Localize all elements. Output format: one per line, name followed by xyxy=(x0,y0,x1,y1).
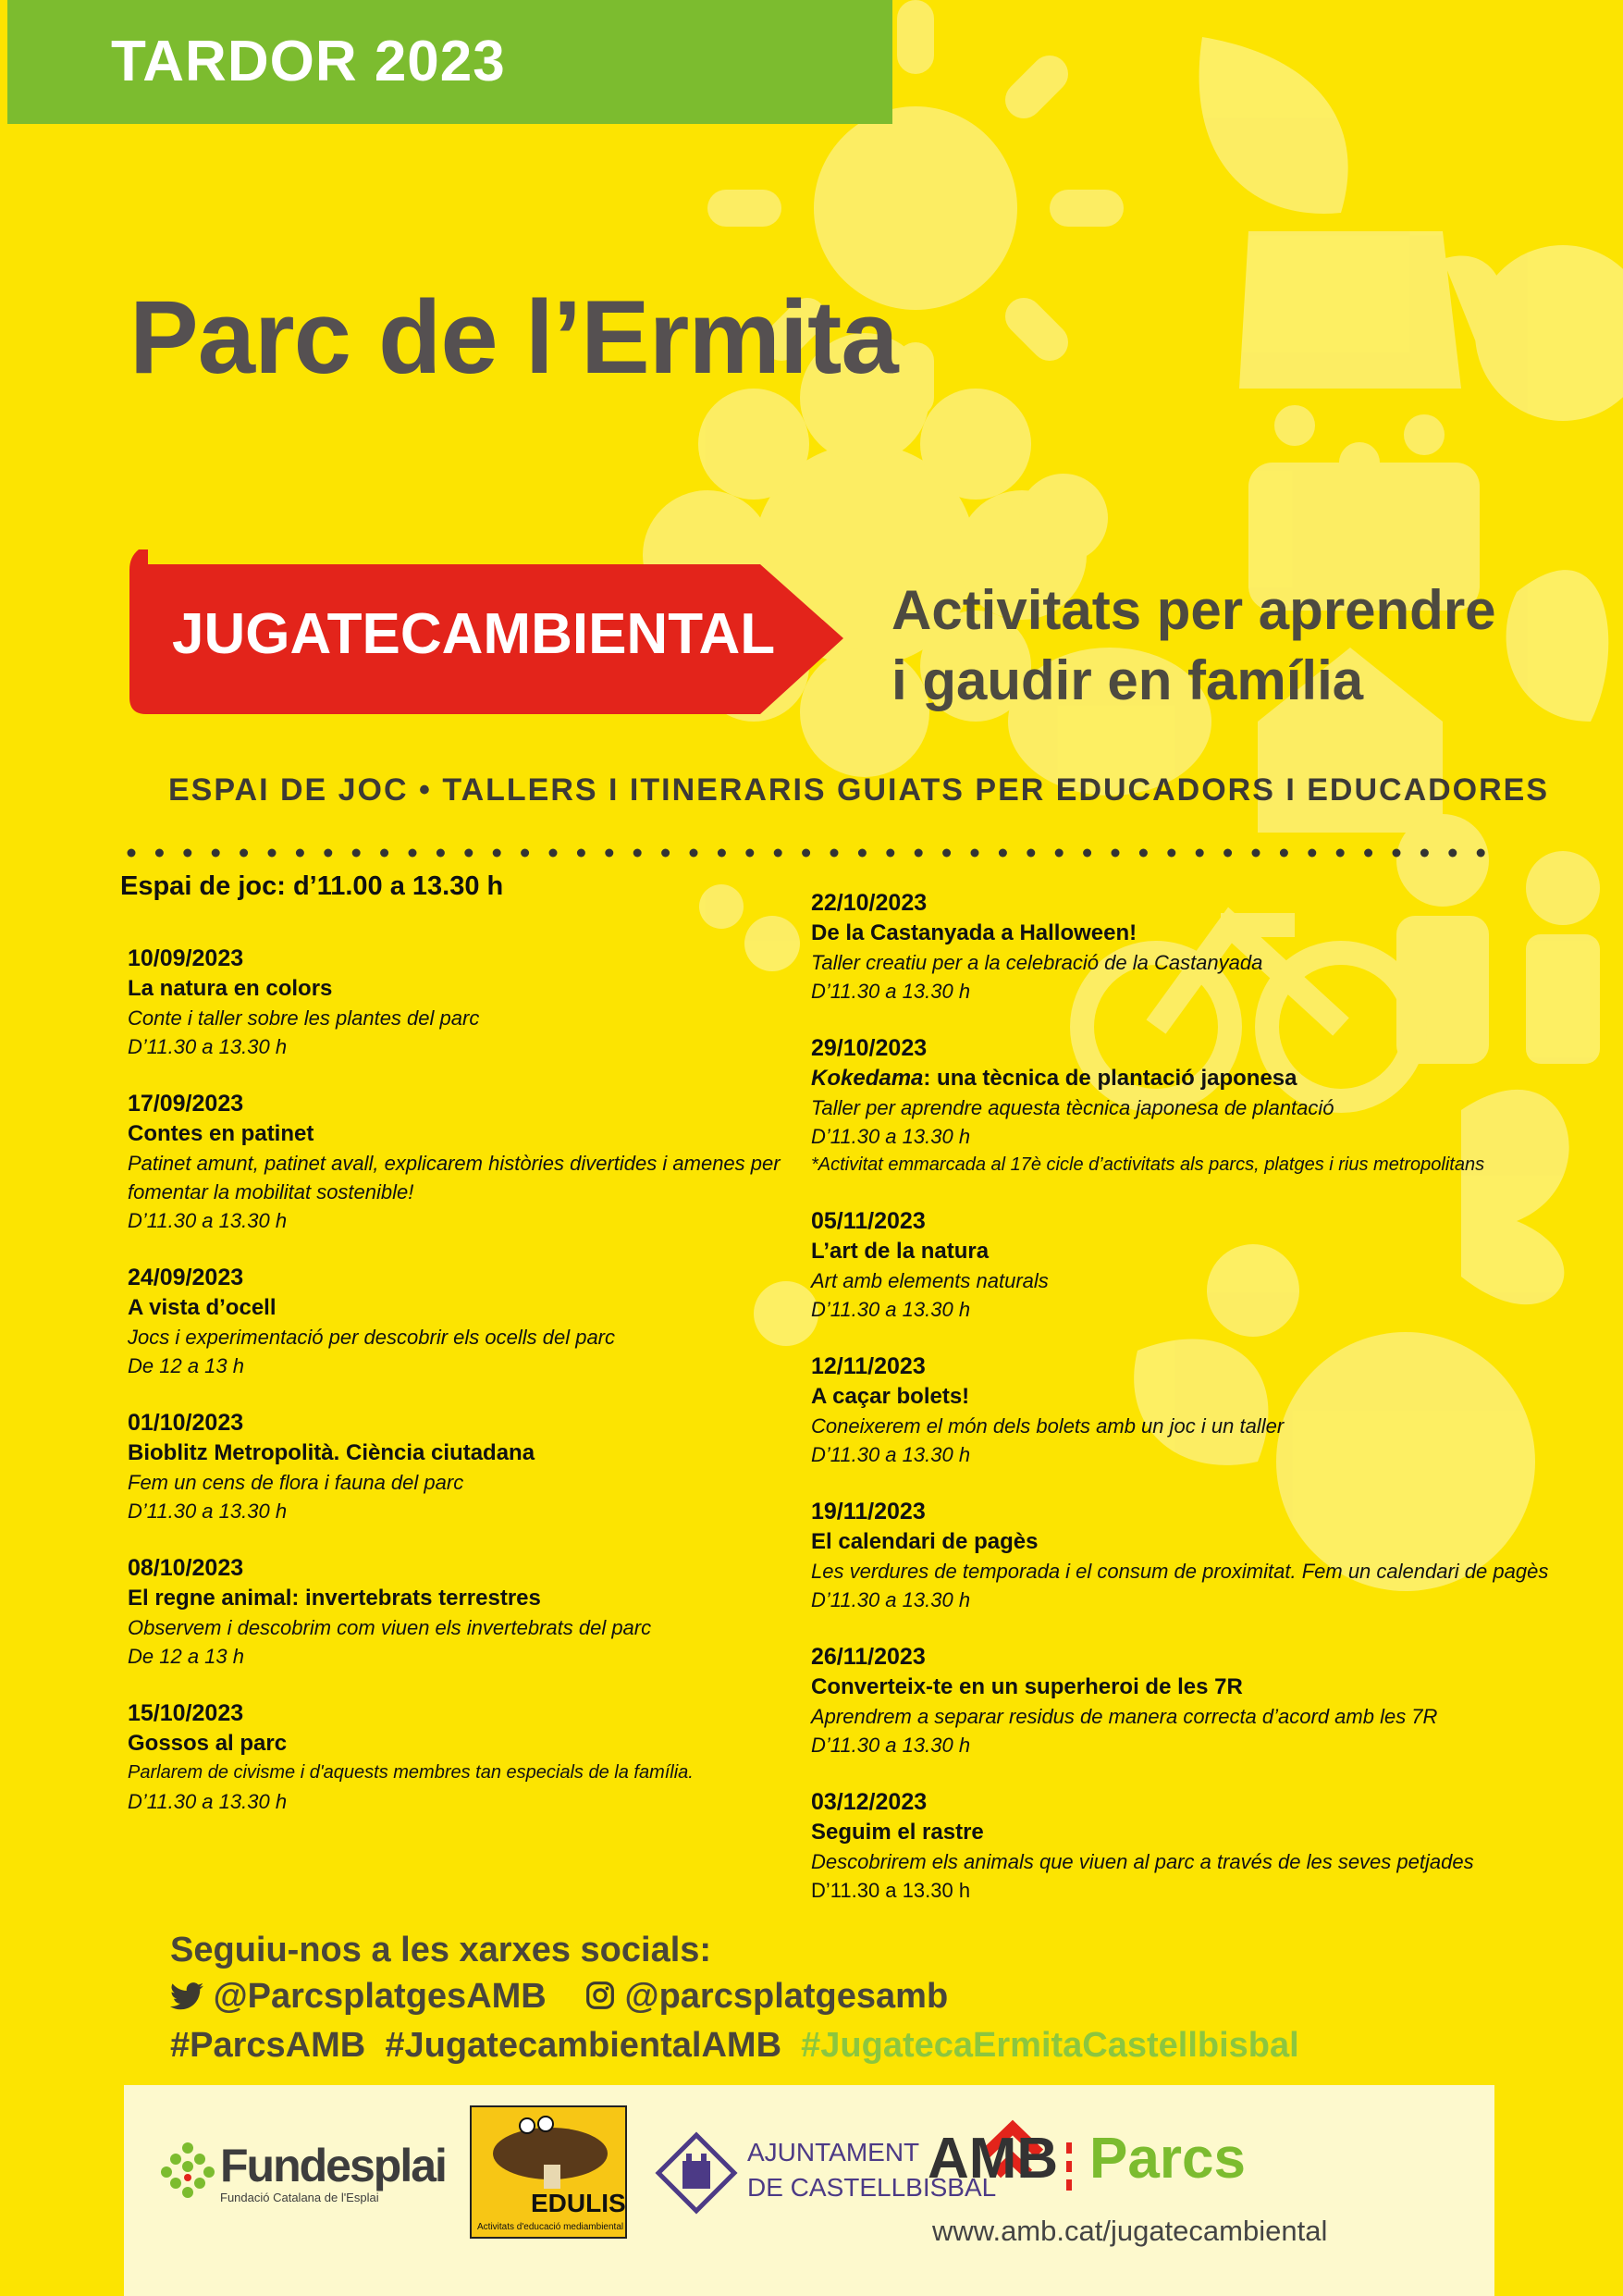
fundesplai-logo-icon xyxy=(157,2141,218,2202)
event-time: D’11.30 a 13.30 h xyxy=(811,1443,971,1466)
event-title: Contes en patinet xyxy=(128,1121,314,1146)
tagline-line-2: i gaudir en família xyxy=(891,649,1364,711)
divider-dot xyxy=(212,849,220,858)
subtitle: ESPAI DE JOC • TALLERS I ITINERARIS GUIATS PER EDUCADORS I EDUCADORES xyxy=(168,772,1550,808)
social-heading: Seguiu-nos a les xarxes socials: xyxy=(170,1931,712,1969)
event-description: Taller per aprendre aquesta tècnica japonesa de plantació xyxy=(811,1096,1334,1119)
watering-can-icon xyxy=(1239,231,1503,389)
event-date: 29/10/2023 xyxy=(811,1035,928,1061)
ajuntament-line-2: DE CASTELLBISBAL xyxy=(747,2173,997,2202)
event-title: A caçar bolets! xyxy=(811,1384,970,1409)
event-title: De la Castanyada a Halloween! xyxy=(811,920,1137,945)
hashtag-ermita: #JugatecaErmitaCastellbisbal xyxy=(801,2026,1299,2065)
event-date: 01/10/2023 xyxy=(128,1410,244,1436)
divider-dot xyxy=(1448,849,1457,858)
divider-dot xyxy=(380,849,388,858)
social-section xyxy=(170,1928,1299,2070)
divider-dot xyxy=(1336,849,1345,858)
event-description: Jocs i experimentació per descobrir els ocells del parc xyxy=(128,1326,616,1349)
event-title: Gossos al parc xyxy=(128,1731,288,1756)
divider-dot xyxy=(155,849,164,858)
divider-dot xyxy=(971,849,979,858)
event-item xyxy=(811,1033,1606,1179)
event-time: D’11.30 a 13.30 h xyxy=(128,1500,288,1523)
twitter-icon xyxy=(170,1982,203,2010)
divider-dot xyxy=(1308,849,1316,858)
dotted-divider xyxy=(120,844,1507,862)
event-item xyxy=(811,1206,1606,1324)
divider-dot xyxy=(745,849,754,858)
event-title: El regne animal: invertebrats terrestres xyxy=(128,1586,541,1611)
event-item xyxy=(128,1408,812,1525)
divider-dot xyxy=(240,849,248,858)
website-url[interactable]: www.amb.cat/jugatecambiental xyxy=(932,2215,1328,2247)
event-item xyxy=(811,1352,1606,1469)
fundesplai-logo-text: Fundesplai xyxy=(220,2140,446,2191)
divider-dot xyxy=(858,849,867,858)
divider-dot xyxy=(493,849,501,858)
divider-dot xyxy=(409,849,417,858)
event-description: Aprendrem a separar residus de manera correcta d’acord amb les 7R xyxy=(811,1705,1438,1728)
amb-logo-text: AMB xyxy=(928,2127,1059,2191)
divider-dot xyxy=(268,849,277,858)
divider-dot xyxy=(128,849,136,858)
event-time: D’11.30 a 13.30 h xyxy=(811,980,971,1003)
event-description: Observem i descobrim com viuen els invertebrats del parc xyxy=(128,1616,652,1639)
divider-dot xyxy=(830,849,839,858)
divider-dot xyxy=(1167,849,1175,858)
divider-dot xyxy=(802,849,810,858)
divider-dot xyxy=(577,849,585,858)
event-description: Descobrirem els animals que viuen al parc a través de les seves petjades xyxy=(811,1850,1474,1873)
divider-dot xyxy=(1027,849,1035,858)
event-item xyxy=(811,1787,1606,1905)
event-date: 12/11/2023 xyxy=(811,1353,926,1379)
event-date: 19/11/2023 xyxy=(811,1499,926,1524)
clock-icon xyxy=(1475,245,1623,421)
badge-label: JUGATECAMBIENTAL xyxy=(172,602,776,666)
divider-dot xyxy=(661,849,670,858)
event-description: Conte i taller sobre les plantes del parc xyxy=(128,1006,480,1030)
event-title: Converteix-te en un superheroi de les 7R xyxy=(811,1674,1243,1699)
divider-dot xyxy=(942,849,951,858)
divider-dot xyxy=(324,849,332,858)
event-note: *Activitat emmarcada al 17è cicle d’activitats als parcs, platges i rius metropolitans xyxy=(811,1154,1485,1175)
divider-dot xyxy=(1223,849,1232,858)
divider-dot xyxy=(1055,849,1064,858)
divider-dot xyxy=(1420,849,1429,858)
event-item xyxy=(128,1089,812,1235)
right-events-column xyxy=(811,888,1606,1932)
divider-dot xyxy=(296,849,304,858)
event-description: Taller creatiu per a la celebració de la Castanyada xyxy=(811,951,1263,974)
event-time: De 12 a 13 h xyxy=(128,1645,244,1668)
divider-dot xyxy=(521,849,529,858)
event-title xyxy=(811,1064,1606,1093)
event-title: Bioblitz Metropolità. Ciència ciutadana xyxy=(128,1440,535,1465)
espai-de-joc-heading: Espai de joc: d’11.00 a 13.30 h xyxy=(120,871,504,901)
event-description: Patinet amunt, patinet avall, explicarem històries divertides i amenes per fomentar la mobilitat sostenible! xyxy=(128,1152,781,1204)
event-date: 22/10/2023 xyxy=(811,890,928,916)
social-accounts xyxy=(170,1972,1299,2021)
event-time: D’11.30 a 13.30 h xyxy=(128,1209,288,1232)
event-date: 08/10/2023 xyxy=(128,1555,244,1581)
tagline-line-1: Activitats per aprendre xyxy=(891,579,1496,641)
divider-dot xyxy=(1139,849,1148,858)
event-date: 05/11/2023 xyxy=(811,1208,926,1234)
instagram-icon xyxy=(585,1981,615,2010)
event-title: A vista d’ocell xyxy=(128,1295,277,1320)
left-events-column xyxy=(128,944,812,1844)
season-banner: TARDOR 2023 xyxy=(7,0,892,124)
divider-dot xyxy=(915,849,923,858)
event-description: Les verdures de temporada i el consum de proximitat. Fem un calendari de pagès xyxy=(811,1560,1549,1583)
castellbisbal-shield-icon xyxy=(655,2131,738,2215)
event-item xyxy=(128,944,812,1061)
divider-dot xyxy=(1364,849,1372,858)
event-description: Art amb elements naturals xyxy=(811,1269,1049,1292)
parcs-logo-text: Parcs xyxy=(1089,2127,1246,2191)
divider-dot xyxy=(886,849,894,858)
event-item xyxy=(128,1698,812,1816)
divider-dot xyxy=(1112,849,1120,858)
divider-dot xyxy=(1083,849,1091,858)
event-item xyxy=(128,1553,812,1671)
event-description: Parlarem de civisme i d'aquests membres tan especials de la família. xyxy=(128,1762,694,1783)
event-time: D’11.30 a 13.30 h xyxy=(128,1790,288,1813)
event-date: 26/11/2023 xyxy=(811,1644,926,1670)
amb-separator xyxy=(1066,2142,1072,2198)
divider-dot xyxy=(464,849,473,858)
event-title: Seguim el rastre xyxy=(811,1820,984,1845)
footer-logos xyxy=(124,2085,1494,2296)
fundesplai-subtitle: Fundació Catalana de l'Esplai xyxy=(220,2191,379,2204)
divider-dot xyxy=(1196,849,1204,858)
leaf-icon xyxy=(1199,37,1348,214)
instagram-handle[interactable]: @parcsplatgesamb xyxy=(624,1977,949,2016)
divider-dot xyxy=(549,849,558,858)
event-time: D’11.30 a 13.30 h xyxy=(811,1734,971,1757)
event-title-rest: : una tècnica de plantació japonesa xyxy=(923,1066,1297,1091)
event-time: D’11.30 a 13.30 h xyxy=(811,1588,971,1611)
divider-dot xyxy=(1477,849,1485,858)
event-title-emphasis: Kokedama xyxy=(811,1066,924,1091)
event-time: D’11.30 a 13.30 h xyxy=(811,1298,971,1321)
divider-dot xyxy=(183,849,191,858)
event-item xyxy=(811,1497,1606,1614)
hashtag-parcsamb: #ParcsAMB xyxy=(170,2026,366,2065)
event-title: El calendari de pagès xyxy=(811,1529,1039,1554)
divider-dot xyxy=(436,849,445,858)
event-date: 03/12/2023 xyxy=(811,1789,928,1815)
event-item xyxy=(811,888,1606,1006)
event-description: Coneixerem el món dels bolets amb un joc i un taller xyxy=(811,1414,1285,1438)
edulis-subtitle: Activitats d'educació mediambiental xyxy=(477,2222,624,2232)
divider-dot xyxy=(1280,849,1288,858)
divider-dot xyxy=(1393,849,1401,858)
hashtag-jugatecambiental: #JugatecambientalAMB xyxy=(385,2026,782,2065)
event-item xyxy=(128,1263,812,1380)
divider-dot xyxy=(718,849,726,858)
event-date: 15/10/2023 xyxy=(128,1700,244,1726)
edulis-logo xyxy=(470,2105,627,2239)
mushroom-icon xyxy=(472,2107,625,2191)
divider-dot xyxy=(605,849,613,858)
divider-dot xyxy=(690,849,698,858)
event-time: De 12 a 13 h xyxy=(128,1354,244,1377)
divider-dot xyxy=(999,849,1007,858)
divider-dot xyxy=(352,849,361,858)
event-date: 17/09/2023 xyxy=(128,1091,244,1117)
event-time: D’11.30 a 13.30 h xyxy=(811,1125,971,1148)
divider-dot xyxy=(774,849,782,858)
event-date: 24/09/2023 xyxy=(128,1265,244,1290)
tagline xyxy=(891,575,1594,716)
edulis-logo-text: EDULIS xyxy=(531,2189,626,2217)
divider-dot xyxy=(633,849,642,858)
hashtags xyxy=(170,2021,1299,2070)
divider-dot xyxy=(1252,849,1260,858)
event-title: La natura en colors xyxy=(128,976,333,1001)
event-item xyxy=(811,1642,1606,1759)
event-time: D’11.30 a 13.30 h xyxy=(811,1879,971,1902)
twitter-handle[interactable]: @ParcsplatgesAMB xyxy=(213,1977,547,2016)
event-date: 10/09/2023 xyxy=(128,945,244,971)
event-title: L’art de la natura xyxy=(811,1239,990,1264)
page-title: Parc de l’Ermita xyxy=(129,279,898,395)
ajuntament-line-1: AJUNTAMENT xyxy=(747,2138,920,2166)
event-time: D’11.30 a 13.30 h xyxy=(128,1035,288,1058)
event-description: Fem un cens de flora i fauna del parc xyxy=(128,1471,464,1494)
